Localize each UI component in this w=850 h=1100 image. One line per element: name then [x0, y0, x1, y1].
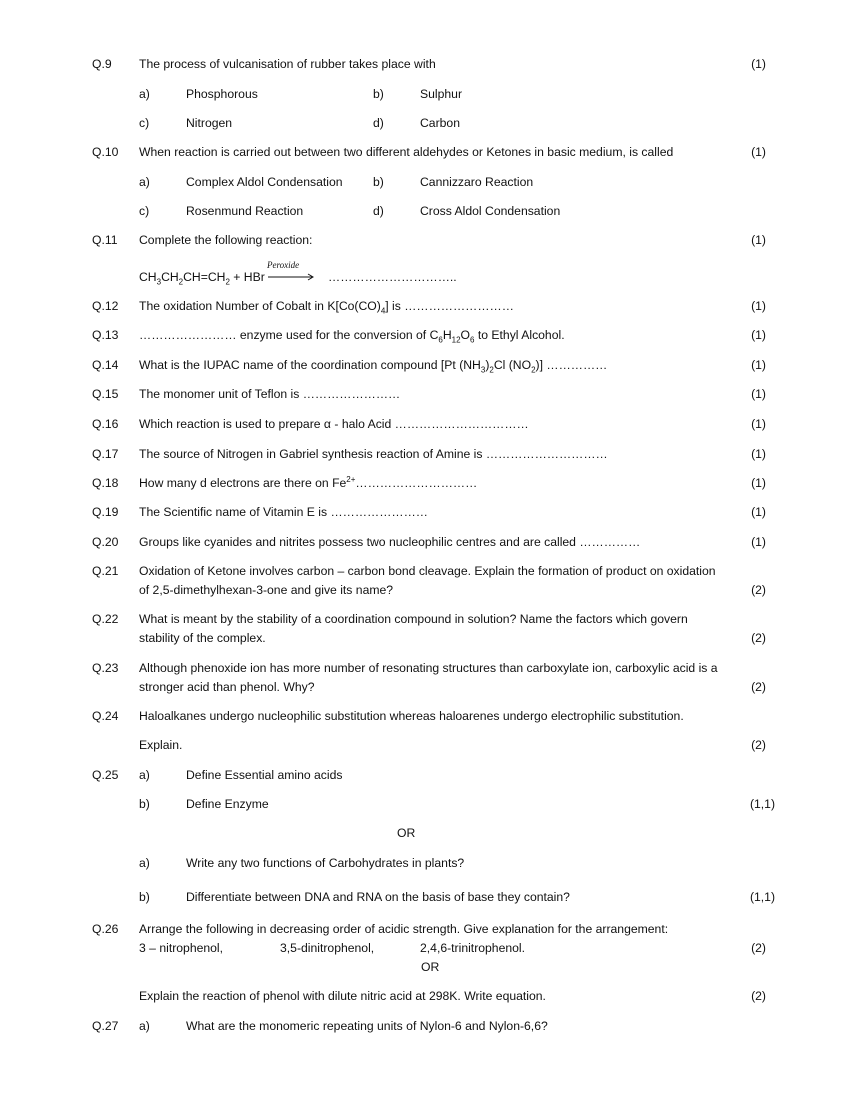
question-text: …………………… enzyme used for the conversion of $C_6H_{12}O_6$ to Ethyl Alcohol.: [139, 328, 565, 345]
compound-item: 2,4,6-trinitrophenol.: [420, 941, 526, 955]
question-number: Q.25: [92, 768, 119, 782]
option-text: Cross Aldol Condensation: [420, 204, 561, 218]
option-text: Write any two functions of Carbohydrates in plants?: [186, 856, 465, 870]
question-number: Q.18: [92, 476, 119, 490]
answer-blank: …………………………..: [328, 270, 457, 284]
question-number: Q.21: [92, 564, 119, 578]
question-marks: (1): [751, 447, 766, 461]
question-number: Q.10: [92, 145, 119, 159]
question-text: Arrange the following in decreasing order of acidic strength. Give explanation for the arrangement:: [139, 922, 669, 936]
question-marks: (1): [751, 233, 766, 247]
question-number: Q.16: [92, 417, 119, 431]
question-text: The monomer unit of Teflon is ……………………: [139, 387, 401, 401]
question-text: When reaction is carried out between two different aldehydes or Ketones in basic medium, is called: [139, 145, 674, 159]
question-text: The process of vulcanisation of rubber takes place with: [139, 57, 436, 71]
option-label: b): [373, 87, 384, 101]
option-text: Define Essential amino acids: [186, 768, 343, 782]
question-text: The oxidation Number of Cobalt in $K[Co(CO)_4]$ is ………………………: [139, 299, 514, 316]
question-text: Which reaction is used to prepare α - halo Acid ……………………………: [139, 417, 529, 431]
question-marks: (2): [751, 941, 766, 955]
question-marks: (1,1): [749, 797, 775, 811]
option-text: What are the monomeric repeating units of Nylon-6 and Nylon-6,6?: [186, 1019, 548, 1033]
arrow-label: Peroxide: [267, 260, 300, 270]
question-marks: (2): [751, 583, 766, 597]
question-number: Q.15: [92, 387, 119, 401]
question-number: Q.20: [92, 535, 119, 549]
question-marks: (2): [751, 989, 766, 1003]
reaction-arrow: [267, 260, 317, 284]
option-text: Complex Aldol Condensation: [186, 175, 343, 189]
question-number: Q.17: [92, 447, 119, 461]
or-separator: OR: [421, 960, 440, 974]
question-marks: (2): [751, 631, 766, 645]
question-marks: (1): [751, 299, 766, 313]
or-separator: OR: [397, 826, 416, 840]
arrow-icon: [267, 260, 317, 284]
question-marks: (1): [751, 145, 766, 159]
question-marks: (2): [751, 680, 766, 694]
question-text: Groups like cyanides and nitrites possess two nucleophilic centres and are called ……………: [139, 535, 641, 549]
option-text: Cannizzaro Reaction: [420, 175, 534, 189]
option-label: a): [139, 1019, 150, 1033]
question-number: Q.26: [92, 922, 119, 936]
option-text: Carbon: [420, 116, 460, 130]
question-text: Explain.: [139, 738, 183, 752]
question-marks: (1): [751, 535, 766, 549]
compound-item: 3 – nitrophenol,: [139, 941, 224, 955]
option-label: c): [139, 204, 150, 218]
option-text: Differentiate between DNA and RNA on the basis of base they contain?: [186, 890, 570, 904]
option-label: d): [373, 204, 384, 218]
question-text: Complete the following reaction:: [139, 233, 313, 247]
option-text: Sulphur: [420, 87, 463, 101]
question-text: Haloalkanes undergo nucleophilic substitution whereas haloarenes undergo electrophilic substitution.: [139, 709, 684, 723]
question-number: Q.24: [92, 709, 119, 723]
option-label: b): [139, 797, 150, 811]
question-number: Q.14: [92, 358, 119, 372]
option-text: Phosphorous: [186, 87, 258, 101]
question-number: Q.27: [92, 1019, 119, 1033]
question-marks: (1): [751, 358, 766, 372]
question-marks: (2): [751, 738, 766, 752]
question-marks: (1): [751, 57, 766, 71]
question-marks: (1): [751, 387, 766, 401]
question-text: The source of Nitrogen in Gabriel synthesis reaction of Amine is …………………………: [139, 447, 608, 461]
option-label: a): [139, 87, 150, 101]
question-text: The Scientific name of Vitamin E is ……………………: [139, 505, 428, 519]
question-text: stability of the complex.: [139, 631, 266, 645]
question-number: Q.23: [92, 661, 119, 675]
option-text: Define Enzyme: [186, 797, 269, 811]
option-label: a): [139, 768, 150, 782]
question-text: Although phenoxide ion has more number of resonating structures than carboxylate ion, carboxylic acid is a: [139, 661, 718, 675]
question-text: Explain the reaction of phenol with dilute nitric acid at 298K. Write equation.: [139, 989, 546, 1003]
question-text: of 2,5-dimethylhexan-3-one and give its name?: [139, 583, 394, 597]
option-label: b): [373, 175, 384, 189]
reaction-equation: $CH_3CH_2CH=CH_2$ + HBr: [139, 270, 265, 287]
compound-item: 3,5-dinitrophenol,: [280, 941, 375, 955]
question-number: Q.9: [92, 57, 112, 71]
question-text: What is the IUPAC name of the coordination compound [Pt $(NH_3)_2Cl$ $(NO_2)$] ……………: [139, 358, 608, 375]
question-marks: (1): [751, 417, 766, 431]
question-text: How many d electrons are there on $Fe^{2+}\dots\dots\dots\dots\dots\dots\dots\dots\dots\dots$: [139, 474, 478, 490]
option-text: Nitrogen: [186, 116, 233, 130]
option-label: b): [139, 890, 150, 904]
option-label: a): [139, 856, 150, 870]
question-number: Q.22: [92, 612, 119, 626]
question-number: Q.13: [92, 328, 119, 342]
question-marks: (1): [751, 476, 766, 490]
question-marks: (1,1): [749, 890, 775, 904]
option-label: d): [373, 116, 384, 130]
question-marks: (1): [751, 505, 766, 519]
question-text: What is meant by the stability of a coordination compound in solution? Name the factors which govern: [139, 612, 688, 626]
question-number: Q.19: [92, 505, 119, 519]
option-label: c): [139, 116, 150, 130]
question-text: stronger acid than phenol. Why?: [139, 680, 315, 694]
option-label: a): [139, 175, 150, 189]
question-marks: (1): [751, 328, 766, 342]
question-text: Oxidation of Ketone involves carbon – carbon bond cleavage. Explain the formation of product on oxidation: [139, 564, 716, 578]
option-text: Rosenmund Reaction: [186, 204, 304, 218]
question-number: Q.12: [92, 299, 119, 313]
question-number: Q.11: [92, 233, 118, 247]
